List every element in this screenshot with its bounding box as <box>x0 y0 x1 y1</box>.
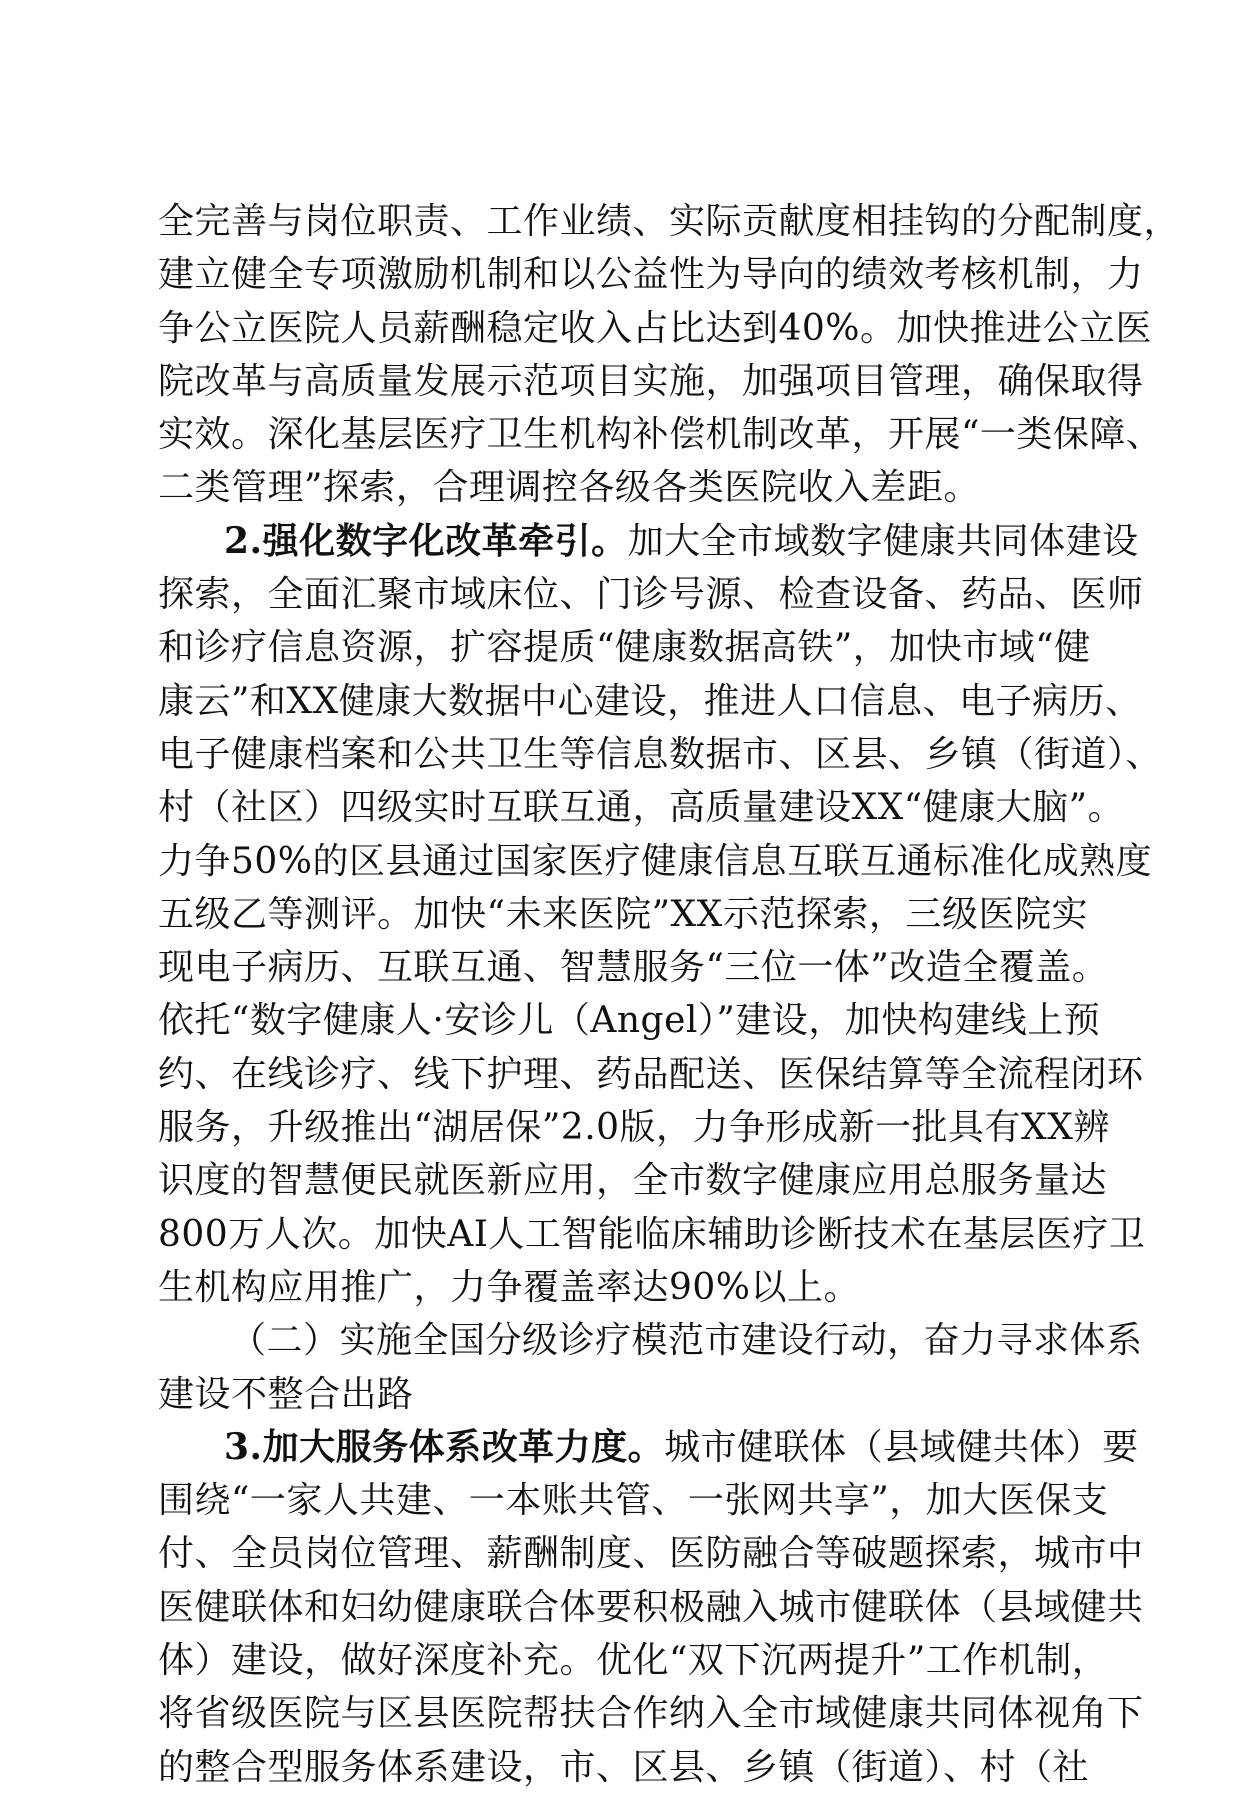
paragraph-first-line <box>158 515 1139 568</box>
paragraph-line: 的整合型服务体系建设，市、区县、乡镇（街道）、村（社 <box>158 1746 1090 1788</box>
section-heading <box>158 1314 1143 1421</box>
paragraph-line: 付、全员岗位管理、薪酬制度、医防融合等破题探索，城市中 <box>158 1533 1144 1575</box>
section-heading-line: （二）实施全国分级诊疗模范市建设行动，奋力寻求体系 <box>230 1320 1143 1362</box>
paragraph-line: 依托“数字健康人·安诊儿（Angel）”建设，加快构建线上预 <box>158 1000 1101 1042</box>
paragraph-line: 全完善与岗位职责、工作业绩、实际贡献度相挂钩的分配制度， <box>158 201 1181 242</box>
paragraph-first-line <box>158 1421 1139 1474</box>
paragraph-line: 探索，全面汇聚市域床位、门诊号源、检查设备、药品、医师 <box>158 574 1144 616</box>
paragraph-line: 医健联体和妇幼健康联合体要积极融入城市健联体（县域健共 <box>158 1586 1144 1628</box>
paragraph-line: 力争50%的区县通过国家医疗健康信息互联互通标准化成熟度 <box>158 840 1153 882</box>
paragraph-line: 识度的智慧便民就医新应用，全市数字健康应用总服务量达 <box>158 1160 1108 1202</box>
item-heading: 2.强化数字化改革牵引。 <box>224 519 628 562</box>
paragraph-1 <box>158 195 1181 515</box>
paragraph-line: 体）建设，做好深度补充。优化“双下沉两提升”工作机制， <box>158 1640 1109 1682</box>
paragraph-line: 五级乙等测评。加快“未来医院”XX示范探索，三级医院实 <box>158 893 1088 935</box>
paragraph-line: 电子健康档案和公共卫生等信息数据市、区县、乡镇（街道）、 <box>158 733 1163 775</box>
paragraph-line: 约、在线诊疗、线下护理、药品配送、医保结算等全流程闭环 <box>158 1053 1144 1095</box>
paragraph-line: 800万人次。加快AI人工智能临床辅助诊断技术在基层医疗卫 <box>158 1213 1146 1255</box>
paragraph-line: 二类管理”探索，合理调控各级各类医院收入差距。 <box>158 467 980 509</box>
paragraph-3 <box>158 1421 1144 1794</box>
document-page <box>158 195 1181 1794</box>
paragraph-line: 服务，升级推出“湖居保”2.0版，力争形成新一批具有XX辨 <box>158 1107 1110 1149</box>
item-heading-rest: 加大全市域数字健康共同体建设 <box>627 520 1139 562</box>
paragraph-line: 康云”和XX健康大数据中心建设，推进人口信息、电子病历、 <box>158 680 1142 722</box>
paragraph-line: 将省级医院与区县医院帮扶合作纳入全市域健康共同体视角下 <box>158 1693 1144 1735</box>
paragraph-line: 院改革与高质量发展示范项目实施，加强项目管理，确保取得 <box>158 360 1144 402</box>
paragraph-line: 围绕“一家人共建、一本账共管、一张网共享”，加大医保支 <box>158 1480 1109 1522</box>
paragraph-line: 建立健全专项激励机制和以公益性为导向的绩效考核机制，力 <box>158 254 1144 296</box>
item-heading-rest: 城市健联体（县域健共体）要 <box>664 1426 1139 1468</box>
paragraph-line: 和诊疗信息资源，扩容提质“健康数据高铁”，加快市域“健 <box>158 627 1091 669</box>
paragraph-line: 现电子病历、互联互通、智慧服务“三位一体”改造全覆盖。 <box>158 947 1109 989</box>
paragraph-line: 实效。深化基层医疗卫生机构补偿机制改革，开展“一类保障、 <box>158 414 1163 456</box>
paragraph-2 <box>158 515 1163 1314</box>
paragraph-line: 争公立医院人员薪酬稳定收入占比达到40%。加快推进公立医 <box>158 307 1153 349</box>
paragraph-line: 村（社区）四级实时互联互通，高质量建设XX“健康大脑”。 <box>158 787 1125 829</box>
item-heading: 3.加大服务体系改革力度。 <box>224 1425 665 1468</box>
section-heading-line: 建设不整合出路 <box>158 1373 414 1415</box>
paragraph-line: 生机构应用推广，力争覆盖率达90%以上。 <box>158 1266 861 1308</box>
